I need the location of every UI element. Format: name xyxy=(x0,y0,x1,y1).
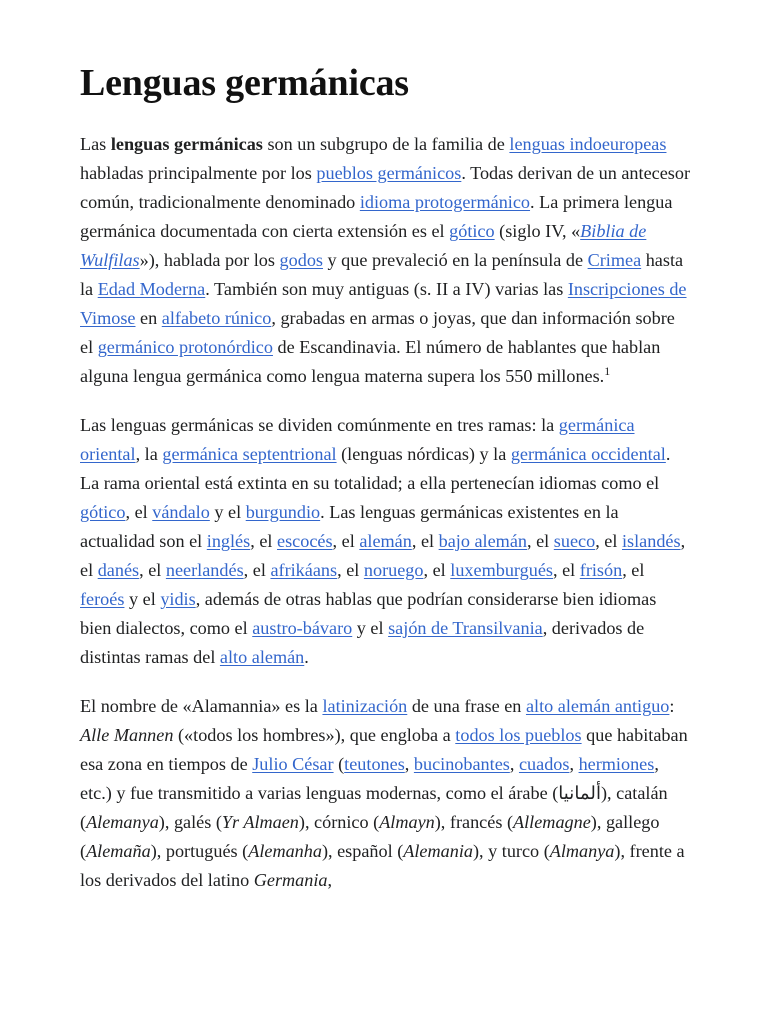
text: , grabadas en armas o joyas, que dan información sobre el xyxy=(80,308,675,357)
link-gotico[interactable]: gótico xyxy=(80,502,126,522)
bold-term: lenguas germánicas xyxy=(110,134,263,154)
link-yidis[interactable]: yidis xyxy=(160,589,196,609)
text: , el xyxy=(250,531,277,551)
link-cuados[interactable]: cuados xyxy=(518,754,570,774)
italic-term: Alle Mannen xyxy=(80,725,174,745)
text: en xyxy=(135,308,162,328)
link-inscripciones-de-vimose[interactable]: Inscripciones de Vimose xyxy=(80,279,687,328)
text: : xyxy=(669,696,675,716)
text: de una frase en xyxy=(407,696,526,716)
link-todos-los-pueblos[interactable]: todos los pueblos xyxy=(455,725,582,745)
text: (lenguas nórdicas) y la xyxy=(336,444,511,464)
link-feroes[interactable]: feroés xyxy=(80,589,125,609)
link-aleman[interactable]: alemán xyxy=(359,531,412,551)
text: . La primera lengua germánica documentada con cierta extensión es el xyxy=(80,192,673,241)
text: ( xyxy=(333,754,345,774)
text: ), galés ( xyxy=(158,812,222,832)
text: , el xyxy=(411,531,439,551)
italic-term: Allemagne xyxy=(513,812,591,832)
text: . xyxy=(304,647,309,667)
italic-term: Alemania xyxy=(403,841,473,861)
italic-term: Almayn xyxy=(379,812,435,832)
text: , además de otras hablas que podrían considerarse bien idiomas bien dialectos, como el xyxy=(80,589,657,638)
text: (siglo IV, « xyxy=(494,221,581,241)
text: ), córnico ( xyxy=(298,812,380,832)
text: . También son muy antiguas (s. II a IV) varias las xyxy=(205,279,568,299)
link-pueblos-germanicos[interactable]: pueblos germánicos xyxy=(316,163,462,183)
link-luxemburgues[interactable]: luxemburgués xyxy=(450,560,553,580)
text: son un subgrupo de la familia de xyxy=(262,134,510,154)
link-bajo-aleman[interactable]: bajo alemán xyxy=(438,531,527,551)
text: ), gallego ( xyxy=(80,812,660,861)
arabic-term: ألمانيا xyxy=(558,783,601,803)
link-idioma-protogermanico[interactable]: idioma protogermánico xyxy=(359,192,531,212)
link-bucinobantes[interactable]: bucinobantes xyxy=(413,754,510,774)
link-burgundio[interactable]: burgundio xyxy=(245,502,321,522)
link-alto-aleman-antiguo[interactable]: alto alemán antiguo xyxy=(525,696,670,716)
link-alto-aleman[interactable]: alto alemán xyxy=(219,647,305,667)
text: , la xyxy=(135,444,163,464)
text: , derivados de distintas ramas del xyxy=(80,618,645,667)
text: , el xyxy=(423,560,451,580)
text: hasta la xyxy=(80,250,684,299)
text: . Todas derivan de un antecesor común, tradicionalmente denominado xyxy=(80,163,691,212)
link-noruego[interactable]: noruego xyxy=(363,560,424,580)
text: habladas principalmente por los xyxy=(80,163,317,183)
text: («todos los hombres»), que engloba a xyxy=(173,725,456,745)
link-islandes[interactable]: islandés xyxy=(621,531,681,551)
text: y el xyxy=(209,502,246,522)
italic-term: Alemanha xyxy=(248,841,322,861)
link-sueco[interactable]: sueco xyxy=(553,531,596,551)
link-germanica-oriental[interactable]: germánica oriental xyxy=(80,415,635,464)
link-teutones[interactable]: teutones xyxy=(344,754,405,774)
italic-term: Yr Almaen xyxy=(221,812,299,832)
text: ), francés ( xyxy=(434,812,514,832)
italic-term: Germania xyxy=(253,870,328,890)
link-lenguas-indoeuropeas[interactable]: lenguas indoeuropeas xyxy=(509,134,667,154)
text: ), portugués ( xyxy=(150,841,249,861)
text: , el xyxy=(337,560,364,580)
text: . La rama oriental está extinta en su totalidad; a ella pertenecían idiomas como el xyxy=(80,444,671,493)
text: , el xyxy=(80,531,686,580)
text: de Escandinavia. El número de hablantes que hablan alguna lengua germánica como lengua materna supera los 550 millones. xyxy=(80,337,661,386)
link-alfabeto-runico[interactable]: alfabeto rúnico xyxy=(161,308,272,328)
text: , el xyxy=(552,560,580,580)
link-escoces[interactable]: escocés xyxy=(277,531,333,551)
italic-term: Alemaña xyxy=(86,841,151,861)
link-vandalo[interactable]: vándalo xyxy=(152,502,210,522)
text: , xyxy=(569,754,579,774)
text: , el xyxy=(332,531,360,551)
text: , el xyxy=(527,531,554,551)
link-danes[interactable]: danés xyxy=(97,560,140,580)
article xyxy=(80,58,692,915)
link-hermiones[interactable]: hermiones xyxy=(578,754,655,774)
text: , xyxy=(509,754,519,774)
link-germanico-protonordico[interactable]: germánico protonórdico xyxy=(97,337,273,357)
text: , etc.) y fue transmitido a varias lenguas modernas, como el árabe ( xyxy=(80,754,659,803)
link-ingles[interactable]: inglés xyxy=(206,531,251,551)
text: y el xyxy=(124,589,161,609)
link-biblia-de-wulfilas[interactable]: Biblia de Wulfilas xyxy=(80,221,647,270)
link-edad-moderna[interactable]: Edad Moderna xyxy=(97,279,206,299)
link-julio-cesar[interactable]: Julio César xyxy=(252,754,334,774)
link-godos[interactable]: godos xyxy=(279,250,323,270)
link-crimea[interactable]: Crimea xyxy=(587,250,642,270)
paragraph-1 xyxy=(80,130,692,391)
link-neerlandes[interactable]: neerlandés xyxy=(165,560,244,580)
text: , xyxy=(404,754,414,774)
link-latinizacion[interactable]: latinización xyxy=(322,696,408,716)
text: que habitaban esa zona en tiempos de xyxy=(80,725,688,774)
text: ), español ( xyxy=(321,841,404,861)
text: »), hablada por los xyxy=(139,250,280,270)
paragraph-3 xyxy=(80,692,692,895)
text: , el xyxy=(622,560,645,580)
text: Las xyxy=(80,134,111,154)
link-austro-bavaro[interactable]: austro-bávaro xyxy=(252,618,353,638)
text: , xyxy=(327,870,333,890)
paragraph-2 xyxy=(80,411,692,672)
link-germanica-occidental[interactable]: germánica occidental xyxy=(510,444,666,464)
text: ), catalán ( xyxy=(80,783,668,832)
text: , el xyxy=(125,502,153,522)
text: , el xyxy=(595,531,622,551)
text: ), y turco ( xyxy=(472,841,550,861)
link-gotico[interactable]: gótico xyxy=(449,221,495,241)
text: y que prevaleció en la península de xyxy=(322,250,588,270)
text: y el xyxy=(352,618,389,638)
italic-term: Almanya xyxy=(549,841,615,861)
footnote-ref[interactable]: 1 xyxy=(604,363,611,378)
text: El nombre de «Alamannia» es la xyxy=(80,696,323,716)
link-sajon-de-transilvania[interactable]: sajón de Transilvania xyxy=(388,618,543,638)
text: , el xyxy=(243,560,271,580)
page-title: Lenguas germánicas xyxy=(80,62,409,104)
text: Las lenguas germánicas se dividen comúnmente en tres ramas: la xyxy=(80,415,559,435)
text: . Las lenguas germánicas existentes en la actualidad son el xyxy=(80,502,619,551)
link-afrikaans[interactable]: afrikáans xyxy=(270,560,338,580)
text: , el xyxy=(139,560,166,580)
link-frison[interactable]: frisón xyxy=(579,560,623,580)
italic-term: Alemanya xyxy=(86,812,159,832)
text: ), frente a los derivados del latino xyxy=(80,841,685,890)
link-germanica-septentrional[interactable]: germánica septentrional xyxy=(162,444,337,464)
